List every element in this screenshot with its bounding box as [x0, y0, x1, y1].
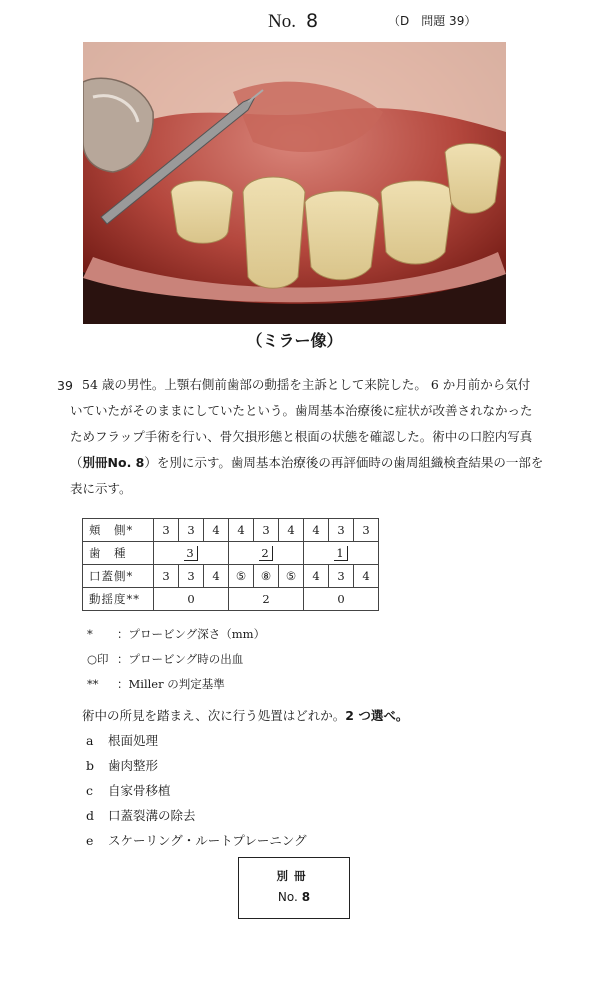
option-c[interactable]: [86, 781, 171, 799]
option-d[interactable]: [86, 806, 196, 824]
question-line-1: 54 歳の男性。上顎右側前歯部の動揺を主訴として来院した。 6 か月前から気付: [82, 377, 531, 392]
page-number: [268, 10, 318, 33]
tooth-number: 2: [259, 546, 272, 561]
row-header-mobility: 動揺度**: [83, 588, 154, 611]
option-a[interactable]: [86, 731, 158, 749]
page-number-label: No.: [268, 11, 296, 32]
palatal-cell: ⑧: [254, 565, 279, 588]
tooth-number: 3: [184, 546, 197, 561]
palatal-cell: ⑤: [229, 565, 254, 588]
periodontal-exam-table: [82, 518, 379, 611]
buccal-cell: 4: [229, 519, 254, 542]
palatal-cell: 4: [204, 565, 229, 588]
photo-caption: （ミラー像）: [246, 331, 343, 350]
mobility-cell: 2: [229, 588, 304, 611]
tooth-number: 1: [334, 546, 347, 561]
note-text: ：Miller の判定基準: [117, 677, 225, 691]
tooth-cell: [154, 542, 229, 565]
option-letter: d: [86, 808, 95, 823]
booklet-title: 別冊: [276, 869, 312, 883]
row-header-tooth: 歯 種: [83, 542, 154, 565]
table-row: [83, 565, 379, 588]
option-text: 口蓋裂溝の除去: [108, 808, 196, 823]
note-key: ○印: [87, 652, 109, 666]
mobility-cell: 0: [304, 588, 379, 611]
buccal-cell: 3: [354, 519, 379, 542]
buccal-cell: 3: [254, 519, 279, 542]
booklet-no-label: No.: [277, 890, 298, 904]
option-letter: e: [86, 833, 94, 848]
option-text: 根面処理: [108, 733, 159, 748]
page-number-value: 8: [305, 10, 319, 32]
question-line-5: 表に示す。: [70, 481, 132, 496]
intraoral-photo: [83, 42, 506, 324]
palatal-cell: 4: [304, 565, 329, 588]
note-key: *: [87, 627, 93, 641]
table-row: [83, 542, 379, 565]
row-header-buccal: 頬 側*: [83, 519, 154, 542]
palatal-cell: 3: [179, 565, 204, 588]
question-line-4: [70, 452, 543, 474]
buccal-cell: 3: [329, 519, 354, 542]
note-mobility: [87, 676, 225, 692]
row-header-palatal: 口蓋側*: [83, 565, 154, 588]
option-letter: c: [86, 783, 94, 798]
booklet-box: [238, 857, 350, 919]
question-number: 39: [57, 378, 73, 393]
question-line-4-post: ）を別に示す。歯周基本治療後の再評価時の歯周組織検査結果の一部を: [144, 455, 544, 470]
buccal-cell: 4: [204, 519, 229, 542]
palatal-cell: 3: [329, 565, 354, 588]
option-text: 自家骨移植: [108, 783, 171, 798]
option-b[interactable]: [86, 756, 158, 774]
booklet-number: [239, 890, 349, 904]
booklet-reference: 別冊No. 8: [82, 455, 145, 470]
option-e[interactable]: [86, 831, 307, 849]
buccal-cell: 3: [154, 519, 179, 542]
question-line-3: ためフラップ手術を行い、骨欠損形態と根面の状態を確認した。術中の口腔内写真: [70, 429, 533, 444]
note-bleeding: [87, 651, 243, 667]
tooth-cell: [229, 542, 304, 565]
table-row: [83, 588, 379, 611]
tooth-cell: [304, 542, 379, 565]
palatal-cell: 4: [354, 565, 379, 588]
note-text: ：プロービング深さ（mm）: [117, 627, 266, 641]
question-line-4-pre: （: [70, 455, 83, 470]
buccal-cell: 4: [279, 519, 304, 542]
option-letter: a: [86, 733, 94, 748]
buccal-cell: 4: [304, 519, 329, 542]
note-key: **: [87, 677, 99, 691]
booklet-no-value: 8: [301, 890, 311, 904]
note-text: ：プロービング時の出血: [117, 652, 244, 666]
question-line-2: いていたがそのままにしていたという。歯周基本治療後に症状が改善されなかった: [70, 403, 533, 418]
note-probing-depth: [87, 626, 265, 642]
palatal-cell: ⑤: [279, 565, 304, 588]
option-letter: b: [86, 758, 95, 773]
buccal-cell: 3: [179, 519, 204, 542]
table-row: [83, 519, 379, 542]
question-reference: （D 問題 39）: [388, 14, 477, 28]
instruction-select-count: 2 つ選べ。: [345, 708, 409, 723]
instruction-text: 術中の所見を踏まえ、次に行う処置はどれか。: [82, 708, 346, 723]
mobility-cell: 0: [154, 588, 229, 611]
option-text: スケーリング・ルートプレーニング: [108, 833, 307, 848]
palatal-cell: 3: [154, 565, 179, 588]
option-text: 歯肉整形: [108, 758, 159, 773]
question-instruction: [82, 706, 408, 724]
